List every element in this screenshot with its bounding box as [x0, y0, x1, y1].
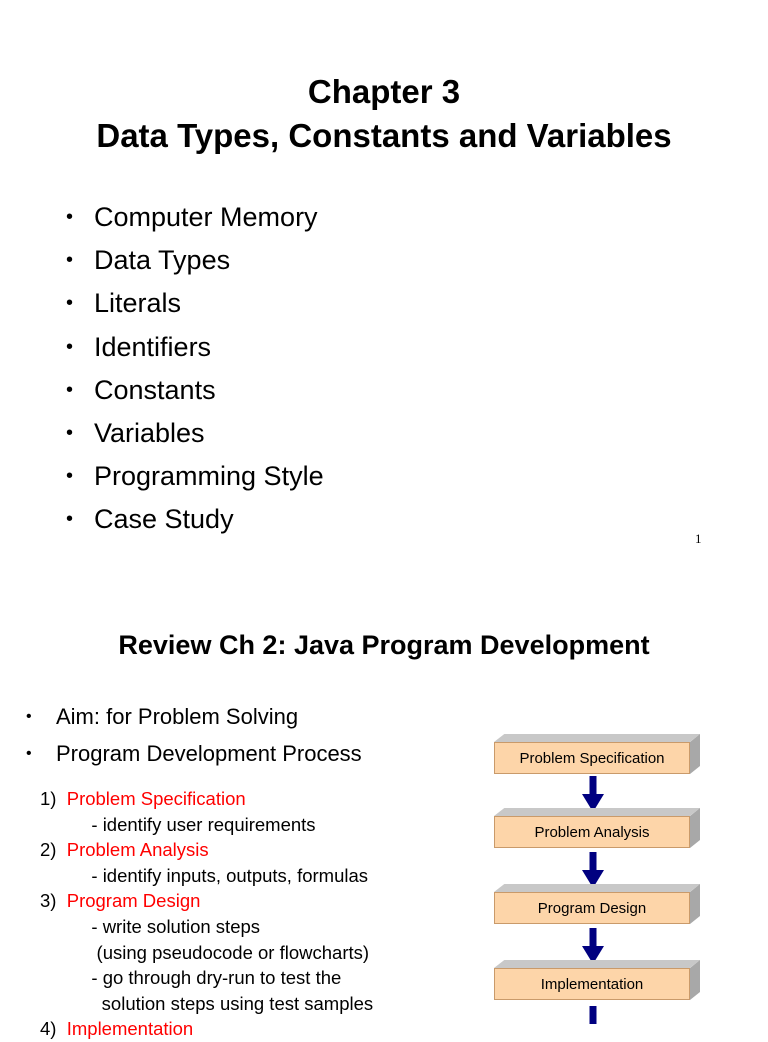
list-item	[66, 455, 324, 498]
flowchart-box-label: Problem Specification	[494, 742, 690, 774]
step-detail: - identify inputs, outputs, formulas	[40, 864, 369, 886]
bullet-text: Data Types	[94, 245, 231, 276]
bullet-icon: •	[66, 422, 74, 445]
step-name: Problem Specification	[66, 788, 246, 809]
bullet-icon: •	[66, 249, 74, 272]
flowchart-box-label: Problem Analysis	[494, 816, 690, 848]
down-arrow-icon	[582, 852, 604, 888]
step-number: 3)	[40, 890, 67, 912]
bullet-text: Computer Memory	[94, 202, 318, 233]
step-detail: - write solution steps	[40, 915, 261, 937]
bullet-text: Literals	[94, 288, 182, 319]
step-detail: - go through dry-run to test the	[40, 967, 342, 989]
step-number: 1)	[40, 788, 67, 809]
slide-title-topic: Data Types, Constants and Variables	[96, 117, 672, 154]
bullet-icon: •	[66, 508, 74, 531]
bullet-text: Constants	[94, 374, 216, 405]
list-item	[66, 282, 324, 325]
step-name: Problem Analysis	[66, 839, 209, 861]
flowchart-box-specification	[494, 734, 690, 774]
step-row	[40, 914, 373, 940]
flowchart-box-design	[494, 884, 690, 924]
list-item	[66, 498, 324, 541]
step-number: 2)	[40, 839, 67, 861]
bullet-icon: •	[66, 206, 74, 229]
step-detail: solution steps using test samples	[40, 992, 374, 1014]
list-item	[26, 741, 362, 767]
bullet-text: Programming Style	[94, 461, 324, 492]
down-arrow-icon	[582, 928, 604, 964]
step-name: Implementation	[66, 1018, 194, 1040]
step-row	[40, 837, 373, 863]
list-item	[66, 369, 324, 412]
slide-title-chapter: Chapter 3	[307, 73, 461, 110]
flowchart-box-implementation	[494, 960, 690, 1000]
step-name: Program Design	[66, 890, 201, 912]
bullet-icon: •	[26, 708, 32, 725]
bullet-icon: •	[66, 378, 74, 401]
step-detail: (using pseudocode or flowcharts)	[40, 941, 370, 963]
bullet-icon: •	[26, 745, 32, 762]
bullet-text: Identifiers	[94, 331, 212, 362]
step-row	[40, 1016, 373, 1042]
step-row	[40, 888, 373, 914]
list-item	[66, 412, 324, 455]
step-number: 4)	[40, 1018, 67, 1040]
step-row	[40, 786, 373, 812]
list-item	[66, 326, 324, 369]
step-row	[40, 940, 373, 966]
bullet-text: Aim: for Problem Solving	[56, 704, 299, 729]
development-steps	[40, 786, 373, 1042]
list-item	[66, 196, 324, 239]
review-title: Review Ch 2: Java Program Development	[118, 630, 650, 660]
bullet-text: Variables	[94, 418, 205, 449]
step-row	[40, 863, 373, 889]
step-detail: - identify user requirements	[40, 813, 316, 835]
flowchart-box-analysis	[494, 808, 690, 848]
page-number: 1	[695, 531, 702, 546]
step-row	[40, 965, 373, 991]
down-arrow-icon	[582, 776, 604, 812]
bullet-icon: •	[66, 335, 74, 358]
list-item	[26, 704, 298, 730]
bullet-icon: •	[66, 292, 74, 315]
flowchart-box-label: Implementation	[494, 968, 690, 1000]
step-row	[40, 812, 373, 838]
topic-bullet-list	[66, 196, 324, 542]
list-item	[66, 239, 324, 282]
bullet-icon: •	[66, 465, 74, 488]
down-arrow-icon	[582, 1006, 604, 1024]
bullet-text: Program Development Process	[56, 741, 362, 766]
step-row	[40, 991, 373, 1017]
bullet-text: Case Study	[94, 504, 234, 535]
flowchart-box-label: Program Design	[494, 892, 690, 924]
